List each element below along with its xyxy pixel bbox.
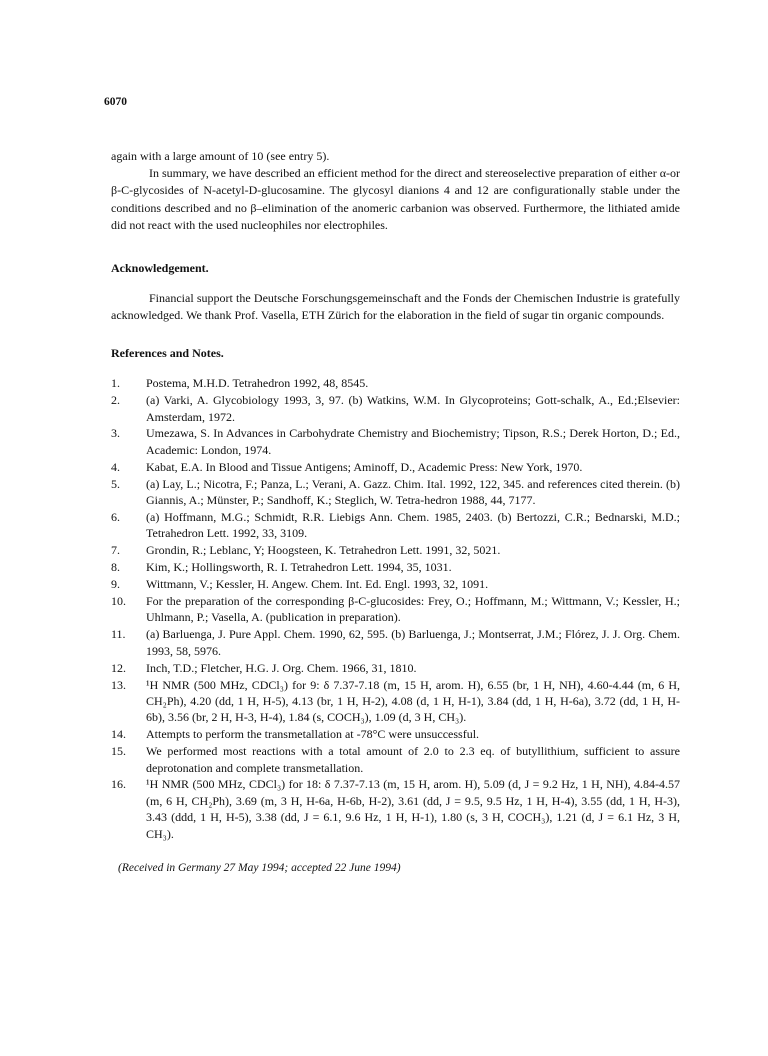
reference-number: 14.: [111, 727, 126, 742]
reference-number: 13.: [111, 677, 126, 692]
reference-item: [111, 476, 680, 509]
reference-number: 2.: [111, 393, 120, 408]
references-heading: References and Notes.: [111, 346, 224, 361]
reference-text: (a) Barluenga, J. Pure Appl. Chem. 1990, 62, 595. (b) Barluenga, J.; Montserrat, J.M.; Flórez, J. J. Org. Chem. 1993, 58, 5976.: [146, 627, 680, 658]
reference-number: 6.: [111, 509, 120, 524]
references-list: [111, 375, 680, 842]
reference-text: ¹H NMR (500 MHz, CDCl₃) for 9: δ 7.37-7.18 (m, 15 H, arom. H), 6.55 (br, 1 H, NH), 4.60-4.44 (m, 6 H, CH₂Ph), 4.20 (dd, 1 H, H-5), 4.13 (br, 1 H, H-2), 4.08 (d, 1 H, H-1), 3.84 (dd, 1 H, H-6a), 3.72 (dd, 1 H, H-6b), 3.56 (br, 2 H, H-3, H-4), 1.84 (s, COCH₃), 1.09 (d, 3 H, CH₃).: [146, 677, 680, 725]
reference-text: (a) Lay, L.; Nicotra, F.; Panza, L.; Verani, A. Gazz. Chim. Ital. 1992, 122, 345. and references cited therein. (b) Giannis, A.; Münster, P.; Sandhoff, K.; Steglich, W. Tetra-hedron 1988, 44, 7177.: [146, 476, 680, 508]
paragraph-summary: In summary, we have described an efficient method for the direct and stereoselective preparation of either α-or β-C-glycosides of N-acetyl-D-glucosamine. The glycosyl dianions 4 and 12 are configurationally stable under the conditions described and no β–elimination of the anomeric carbanion was observed. Furthermore, the lithiated amide did not react with the used nucleophiles nor electrophiles.: [111, 166, 680, 232]
reference-item: [111, 392, 680, 425]
reference-item: [111, 776, 680, 842]
reference-item: [111, 743, 680, 776]
page-number: 6070: [104, 96, 127, 108]
reference-text: Kabat, E.A. In Blood and Tissue Antigens; Aminoff, D., Academic Press: New York, 1970.: [146, 459, 583, 474]
reference-text: ¹H NMR (500 MHz, CDCl₃) for 18: δ 7.37-7.13 (m, 15 H, arom. H), 5.09 (d, J = 9.2 Hz, 1 H, NH), 4.84-4.57 (m, 6 H, CH₂Ph), 3.69 (m, 3 H, H-6a, H-6b, H-2), 3.61 (dd, J = 9.5, 9.5 Hz, 1 H, H-4), 3.55 (dd, 1 H, H-3), 3.43 (ddd, 1 H, H-5), 3.38 (dd, J = 6.1, 9.6 Hz, 1 H, H-1), 1.80 (s, 3 H, COCH₃), 1.21 (d, J = 6.1 Hz, 3 H, CH₃).: [146, 777, 680, 841]
reference-number: 9.: [111, 577, 120, 592]
reference-item: [111, 509, 680, 542]
reference-item: [111, 593, 680, 626]
article-body: [111, 148, 680, 843]
reference-number: 10.: [111, 594, 126, 609]
reference-text: Umezawa, S. In Advances in Carbohydrate Chemistry and Biochemistry; Tipson, R.S.; Derek Horton, D.; Ed., Academic: London, 1974.: [146, 426, 680, 457]
reference-number: 7.: [111, 543, 120, 558]
reference-item: [111, 375, 680, 391]
reference-text: Kim, K.; Hollingsworth, R. I. Tetrahedron Lett. 1994, 35, 1031.: [146, 560, 452, 575]
reference-item: [111, 459, 680, 475]
reference-item: [111, 425, 680, 458]
reference-text: Inch, T.D.; Fletcher, H.G. J. Org. Chem. 1966, 31, 1810.: [146, 660, 417, 675]
reference-text: Postema, M.H.D. Tetrahedron 1992, 48, 8545.: [146, 376, 369, 391]
reference-text: For the preparation of the corresponding β-C-glucosides: Frey, O.; Hoffmann, M.; Wittmann, V.; Kessler, H.; Uhlmann, P.; Vasella, A. (publication in preparation).: [146, 594, 680, 625]
reference-text: Wittmann, V.; Kessler, H. Angew. Chem. Int. Ed. Engl. 1993, 32, 1091.: [146, 577, 489, 592]
reference-text: (a) Hoffmann, M.G.; Schmidt, R.R. Liebigs Ann. Chem. 1985, 2403. (b) Bertozzi, C.R.; Bednarski, M.D.; Tetrahedron Lett. 1992, 33, 3109.: [146, 509, 680, 541]
reference-number: 8.: [111, 560, 120, 575]
reference-number: 3.: [111, 426, 120, 441]
reference-text: Attempts to perform the transmetallation at -78°C were unsuccessful.: [146, 727, 480, 742]
reference-item: [111, 559, 680, 575]
reference-number: 16.: [111, 777, 126, 792]
reference-number: 1.: [111, 376, 120, 391]
reference-item: [111, 576, 680, 592]
reference-item: [111, 626, 680, 659]
reference-item: [111, 660, 680, 676]
reference-text: (a) Varki, A. Glycobiology 1993, 3, 97. (b) Watkins, W.M. In Glycoproteins; Gott-schalk, A., Ed.;Elsevier: Amsterdam, 1972.: [146, 393, 680, 424]
reference-number: 15.: [111, 744, 126, 759]
reference-number: 4.: [111, 459, 120, 474]
reference-item: [111, 677, 680, 726]
reference-text: Grondin, R.; Leblanc, Y; Hoogsteen, K. Tetrahedron Lett. 1991, 32, 5021.: [146, 543, 501, 558]
paragraph-continued: again with a large amount of 10 (see entry 5).: [111, 149, 330, 163]
acknowledgement-heading: Acknowledgement.: [111, 261, 209, 276]
reference-number: 5.: [111, 476, 120, 491]
acknowledgement-text: Financial support the Deutsche Forschungsgemeinschaft and the Fonds der Chemischen Industrie is gratefully acknowledged. We thank Prof. Vasella, ETH Zürich for the elaboration in the field of sugar tin organic compounds.: [111, 291, 680, 322]
reference-text: We performed most reactions with a total amount of 2.0 to 2.3 eq. of butyllithium, sufficient to assure deprotonation and complete transmetallation.: [146, 744, 680, 775]
reference-number: 12.: [111, 660, 126, 675]
reference-number: 11.: [111, 627, 126, 642]
received-dates: (Received in Germany 27 May 1994; accepted 22 June 1994): [118, 862, 401, 874]
reference-item: [111, 726, 680, 742]
reference-item: [111, 542, 680, 558]
